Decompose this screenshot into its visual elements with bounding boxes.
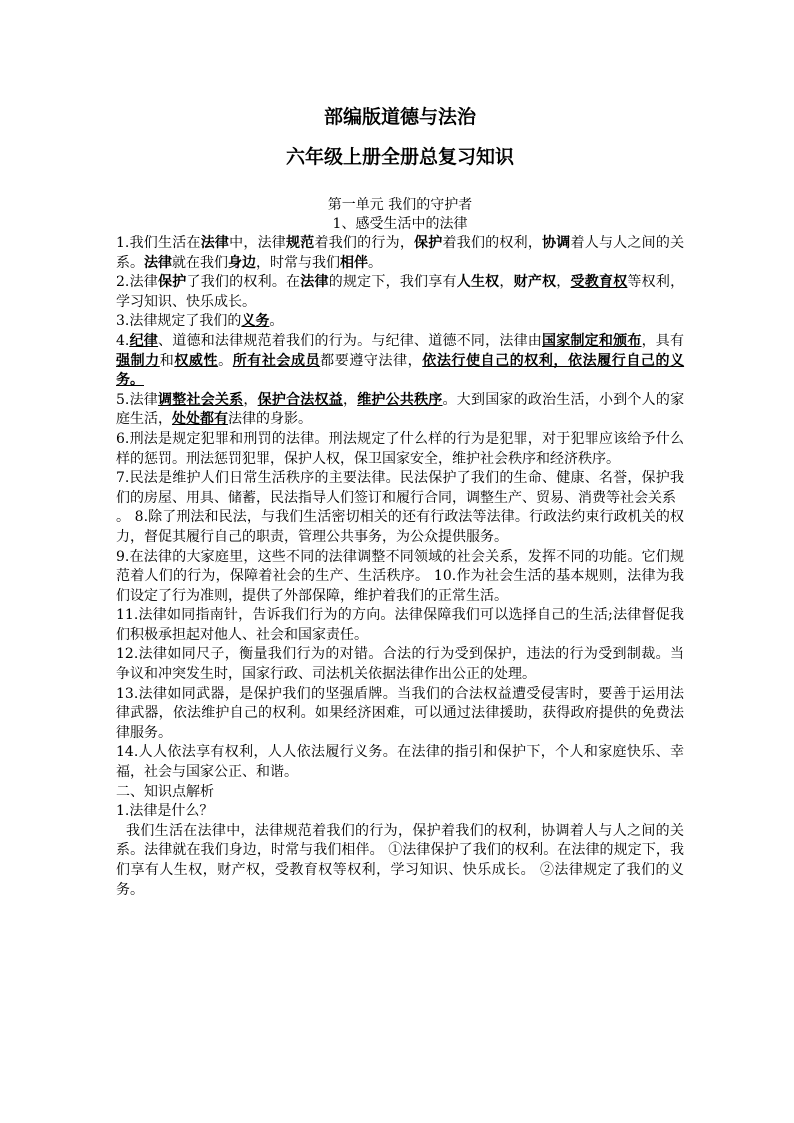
paragraph-7: 7.民法是维护人们日常生活秩序的主要法律。民法保护了我们的生命、健康、名誉，保护我们的房屋、用具、储蓄，民法指导人们签订和履行合同，调整生产、贸易、消费等社会关系: [116, 470, 684, 506]
paragraph-2: 2.法律保护了我们的权利。在法律的规定下，我们享有人生权，财产权，受教育权等权利，学习知识、快乐成长。: [116, 274, 685, 310]
question-heading: 1.法律是什么？: [116, 803, 214, 820]
paragraph-3: 3.法律规定了我们的义务。: [116, 313, 284, 330]
document-page: [116, 100, 684, 900]
lesson-heading: 1、感受生活中的法律: [332, 216, 468, 232]
paragraph-5: 5.法律调整社会关系，保护合法权益，维护公共秩序。大到国家的政治生活，小到个人的家庭生活，处处都有法律的身影。: [116, 391, 685, 428]
doc-subtitle: 六年级上册全册总复习知识: [285, 146, 514, 168]
paragraph-6: 6.刑法是规定犯罪和刑罚的法律。刑法规定了什么样的行为是犯罪，对于犯罪应该给予什么样的惩罚。刑法惩罚犯罪，保护人权，保卫国家安全，维护社会秩序和经济秩序。: [116, 430, 684, 467]
paragraph-9: 9.在法律的大家庭里，这些不同的法律调整不同领域的社会关系，发挥不同的功能。它们规范着人们的行为，保障着社会的生产、生活秩序。 10.作为社会生活的基本规则，法律为我们设定了行为准则，提供了外部保障，维护着我们的正常生活。: [116, 548, 684, 604]
paragraph-1: 1.我们生活在法律中，法律规范着我们的行为，保护着我们的权利，协调着人与人之间的关系。法律就在我们身边，时常与我们相伴。: [116, 235, 685, 271]
paragraph-11: 11.法律如同指南针，告诉我们行为的方向。法律保障我们可以选择自己的生活;法律督促我们积极承担起对他人、社会和国家责任。: [116, 607, 684, 643]
unit-heading: 第一单元 我们的守护者: [327, 197, 473, 213]
paragraph-4: 4.纪律、道德和法律规范着我们的行为。与纪律、道德不同，法律由国家制定和颁布，具有强制力和权威性。所有社会成员都要遵守法律，依法行使自己的权利，依法履行自己的义务。: [116, 332, 685, 389]
answer-paragraph: 我们生活在法律中，法律规范着我们的行为，保护着我们的权利，协调着人与人之间的关系。法律就在我们身边，时常与我们相伴。 ①法律保护了我们的权利。在法律的规定下，我们享有人生权，财产权，受教育权等权利，学习知识、快乐成长。 ②法律规定了我们的义务。: [116, 822, 684, 898]
paragraph-12: 12.法律如同尺子，衡量我们行为的对错。合法的行为受到保护，违法的行为受到制裁。当争议和冲突发生时，国家行政、司法机关依据法律作出公正的处理。: [116, 646, 684, 683]
paragraph-13: 13.法律如同武器，是保护我们的坚强盾牌。当我们的合法权益遭受侵害时，要善于运用法律武器，依法维护自己的权利。如果经济困难，可以通过法律援助，获得政府提供的免费法律服务。: [116, 685, 684, 741]
paragraph-14: 14.人人依法享有权利，人人依法履行义务。在法律的指引和保护下，个人和家庭快乐、幸福，社会与国家公正、和谐。: [116, 744, 684, 781]
section-heading: 二、知识点解析: [116, 783, 214, 800]
doc-title: 部编版道德与法治: [323, 106, 476, 128]
paragraph-8: 。 8.除了刑法和民法，与我们生活密切相关的还有行政法等法律。行政法约束行政机关的权力，督促其履行自己的职责，管理公共事务，为公众提供服务。: [116, 509, 684, 545]
